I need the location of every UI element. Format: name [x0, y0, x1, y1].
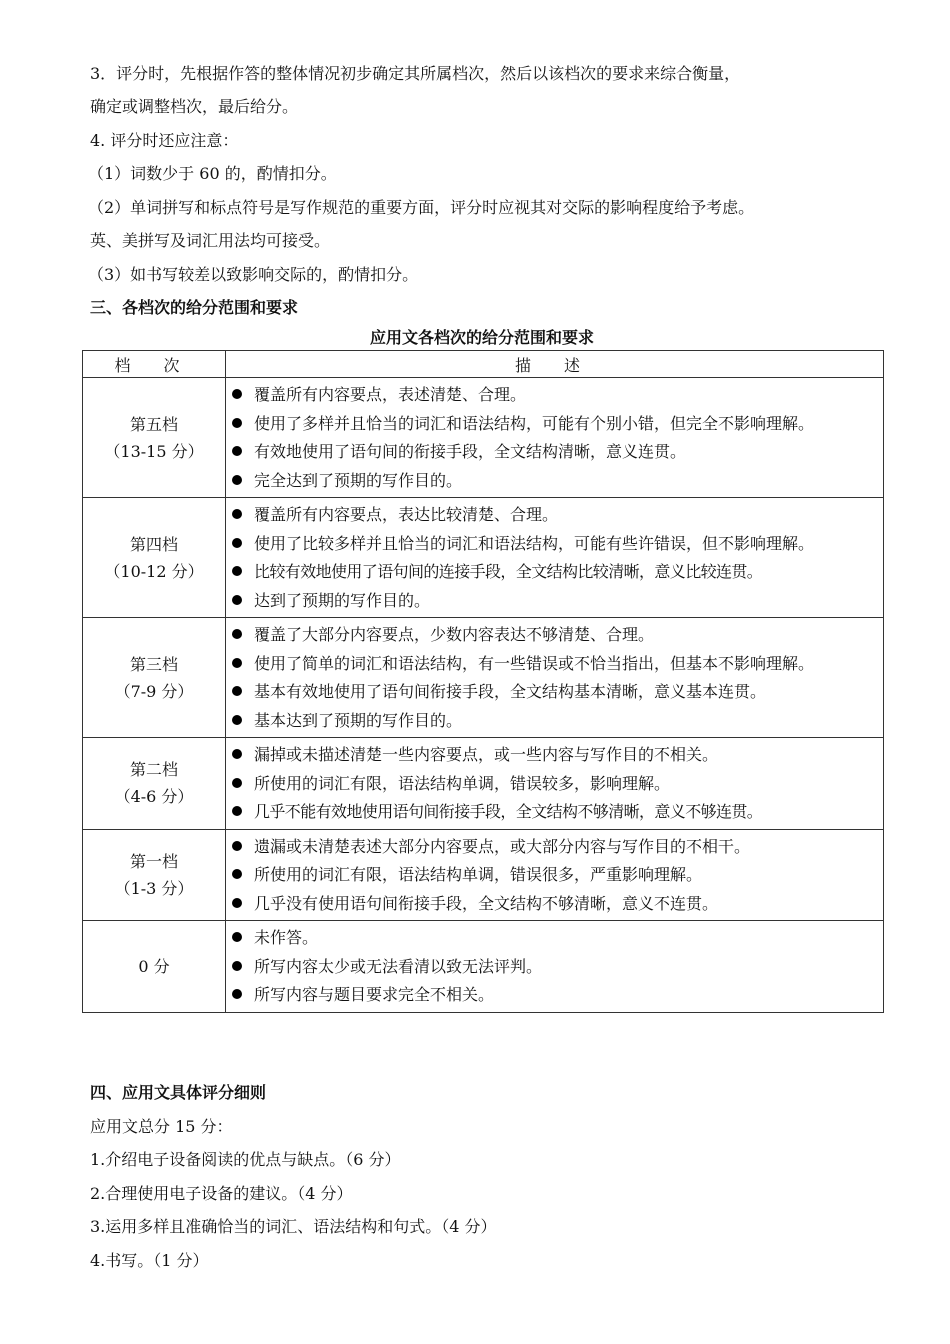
table-row [83, 498, 884, 618]
list-item: 漏掉或未描述清楚一些内容要点，或一些内容与写作目的不相关。 [232, 741, 877, 770]
list-item: 覆盖了大部分内容要点，少数内容表达不够清楚、合理。 [232, 621, 877, 650]
list-item: 所使用的词汇有限，语法结构单调，错误较多，影响理解。 [232, 770, 877, 799]
level-name: 第三档 [129, 654, 178, 674]
bullet-icon [232, 446, 242, 456]
bullet-icon [232, 595, 242, 605]
level-name: 第二档 [129, 760, 178, 780]
level-cell [83, 738, 226, 830]
bullet-icon [232, 475, 242, 485]
table-row [83, 921, 884, 1013]
list-item: 使用了多样并且恰当的词汇和语法结构，可能有个别小错，但完全不影响理解。 [232, 410, 877, 439]
list-item: 基本有效地使用了语句间衔接手段，全文结构基本清晰，意义基本连贯。 [232, 678, 877, 707]
bullet-icon [232, 749, 242, 759]
intro-line-4: （1）词数少于 60 的，酌情扣分。 [88, 164, 337, 183]
description-cell [226, 738, 884, 830]
level-cell [83, 618, 226, 738]
level-cell [83, 829, 226, 921]
section4-line-4: 3.运用多样且准确恰当的词汇、语法结构和句式。（4 分） [90, 1217, 497, 1236]
intro-line-7: （3）如书写较差以致影响交际的，酌情扣分。 [88, 265, 419, 284]
level-name: 第四档 [129, 534, 178, 554]
list-item: 比较有效地使用了语句间的连接手段，全文结构比较清晰，意义比较连贯。 [232, 558, 877, 587]
list-item: 达到了预期的写作目的。 [232, 587, 877, 616]
bullet-icon [232, 932, 242, 942]
list-item: 未作答。 [232, 924, 877, 953]
level-cell [83, 921, 226, 1013]
bullet-icon [232, 989, 242, 999]
description-cell [226, 498, 884, 618]
list-item: 有效地使用了语句间的衔接手段，全文结构清晰，意义连贯。 [232, 438, 877, 467]
list-item: 覆盖所有内容要点，表述清楚、合理。 [232, 381, 877, 410]
section4-line-1: 应用文总分 15 分： [90, 1117, 233, 1136]
header-description: 描 述 [226, 351, 884, 378]
intro-line-2: 确定或调整档次，最后给分。 [90, 97, 299, 116]
list-item: 几乎没有使用语句间衔接手段，全文结构不够清晰，意义不连贯。 [232, 890, 877, 919]
bullet-icon [232, 869, 242, 879]
table-row [83, 738, 884, 830]
table-header-row [83, 351, 884, 378]
intro-line-6: 英、美拼写及词汇用法均可接受。 [90, 231, 331, 250]
section3-heading: 三、各档次的给分范围和要求 [90, 298, 299, 317]
level-range: （7-9 分） [114, 681, 194, 701]
description-cell [226, 378, 884, 498]
bullet-icon [232, 629, 242, 639]
level-name: 0 分 [138, 956, 170, 976]
list-item: 使用了比较多样并且恰当的词汇和语法结构，可能有些许错误，但不影响理解。 [232, 530, 877, 559]
bullet-icon [232, 686, 242, 696]
bullet-icon [232, 778, 242, 788]
section4-line-5: 4.书写。（1 分） [90, 1251, 209, 1270]
level-range: （13-15 分） [104, 441, 204, 461]
level-cell [83, 498, 226, 618]
list-item: 所写内容与题目要求完全不相关。 [232, 981, 877, 1010]
intro-line-5: （2）单词拼写和标点符号是写作规范的重要方面，评分时应视其对交际的影响程度给予考虑。 [88, 198, 755, 217]
level-cell [83, 378, 226, 498]
list-item: 使用了简单的词汇和语法结构，有一些错误或不恰当指出，但基本不影响理解。 [232, 650, 877, 679]
bullet-icon [232, 715, 242, 725]
list-item: 基本达到了预期的写作目的。 [232, 707, 877, 736]
bullet-icon [232, 841, 242, 851]
list-item: 几乎不能有效地使用语句间衔接手段，全文结构不够清晰，意义不够连贯。 [232, 798, 877, 827]
bullet-icon [232, 509, 242, 519]
list-item: 完全达到了预期的写作目的。 [232, 467, 877, 496]
description-cell [226, 921, 884, 1013]
bullet-icon [232, 538, 242, 548]
list-item: 所写内容太少或无法看清以致无法评判。 [232, 953, 877, 982]
bullet-icon [232, 566, 242, 576]
bullet-icon [232, 389, 242, 399]
grading-table [82, 350, 884, 1013]
level-range: （1-3 分） [114, 878, 194, 898]
table-caption: 应用文各档次的给分范围和要求 [369, 328, 594, 347]
bullet-icon [232, 961, 242, 971]
section4-line-2: 1.介绍电子设备阅读的优点与缺点。（6 分） [90, 1150, 401, 1169]
list-item: 所使用的词汇有限，语法结构单调，错误很多，严重影响理解。 [232, 861, 877, 890]
description-cell [226, 618, 884, 738]
bullet-icon [232, 806, 242, 816]
bullet-icon [232, 418, 242, 428]
header-level: 档 次 [83, 351, 226, 378]
intro-line-1: 3．评分时，先根据作答的整体情况初步确定其所属档次，然后以该档次的要求来综合衡量， [90, 64, 741, 83]
table-row [83, 378, 884, 498]
level-name: 第一档 [129, 851, 178, 871]
bullet-icon [232, 658, 242, 668]
bullet-icon [232, 898, 242, 908]
level-range: （10-12 分） [104, 561, 204, 581]
list-item: 遗漏或未清楚表述大部分内容要点，或大部分内容与写作目的不相干。 [232, 833, 877, 862]
section4-heading: 四、应用文具体评分细则 [90, 1083, 267, 1102]
description-cell [226, 829, 884, 921]
table-row [83, 618, 884, 738]
level-range: （4-6 分） [114, 787, 194, 807]
intro-line-3: 4. 评分时还应注意： [90, 131, 239, 150]
level-name: 第五档 [129, 414, 178, 434]
section4-line-3: 2.合理使用电子设备的建议。（4 分） [90, 1184, 353, 1203]
list-item: 覆盖所有内容要点，表达比较清楚、合理。 [232, 501, 877, 530]
table-row [83, 829, 884, 921]
